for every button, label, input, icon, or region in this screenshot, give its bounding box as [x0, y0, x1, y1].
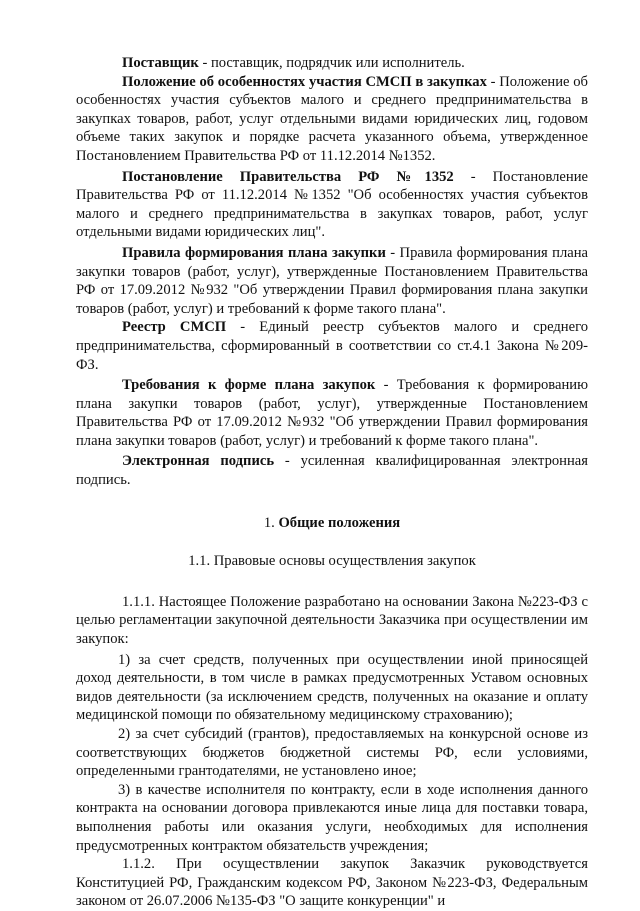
definition-supplier [76, 54, 588, 73]
definition-text: - поставщик, подрядчик или исполнитель. [198, 55, 465, 71]
definition-smsp-regulation [76, 73, 588, 166]
definition-text: - Единый реестр субъектов малого и среднего предпринимательства, сформированный в соответствии со ст.4.1 Закона №209-ФЗ. [76, 319, 588, 373]
list-item-3: 3) в качестве исполнителя по контракту, если в ходе исполнения данного контракта на основании договора привлекаются иные лица для поставки товара, выполнения работы или оказания услуги, необходимых для исполнения предусмотренных контрактом обязательств учреждения; [76, 781, 588, 854]
list-item-1: 1) за счет средств, полученных при осуществлении иной приносящей доход деятельности, в том числе в рамках предусмотренных Уставом основных видов деятельности (за исключением средств, полученных на оказание и оплату медицинской помощи по обязательному медицинскому страхованию); [76, 651, 588, 724]
definition-text: - усиленная квалифицированная электронная подпись. [76, 453, 588, 489]
list-item-2: 2) за счет субсидий (грантов), предоставляемых на конкурсной основе из соответствующих бюджетов бюджетной системы РФ, если условиями, определенными грантодателями, не установлено иное; [76, 726, 588, 780]
definition-term: Реестр СМСП [122, 319, 227, 336]
definition-term: Постановление Правительства РФ №1352 [122, 168, 454, 185]
section-title: Общие положения [278, 514, 401, 531]
definition-term: Правила формирования плана закупки [122, 244, 386, 261]
definition-decree-1352 [76, 168, 588, 242]
subsection-heading: 1.1. Правовые основы осуществления закупок [188, 553, 476, 570]
definition-term: Положение об особенностях участия СМСП в закупках [122, 73, 487, 90]
definition-smsp-registry [76, 318, 588, 374]
definition-text: - Требования к формированию плана закупки товаров (работ, услуг), утвержденные Постановлением Правительства РФ от 17.09.2012 №932 "Об утверждении Правил формирования плана закупки товаров (работ, услуг) и требований к форме такого плана". [76, 377, 588, 449]
paragraph-1-1-1: 1.1.1. Настоящее Положение разработано на основании Закона №223-ФЗ с целью регламентации закупочной деятельности Заказчика при осуществлении им закупок: [76, 593, 588, 648]
definition-electronic-signature [76, 452, 588, 489]
section-number: 1. [263, 514, 279, 531]
definition-term: Электронная подпись [122, 453, 275, 470]
document-body [76, 54, 588, 911]
section-heading [76, 514, 588, 533]
definition-term: Требования к форме плана закупок [122, 377, 376, 394]
definition-term: Поставщик [122, 55, 199, 71]
definition-text: - Положение об особенностях участия субъектов малого и среднего предпринимательства в закупках товаров, работ, услуг отдельными видами юридических лиц, годовом объеме таких закупок и порядке расчета указанного объема, утвержденное Постановлением Правительства РФ от 11.12.2014 №1352. [76, 73, 588, 164]
definition-text: - Правила формирования плана закупки товаров (работ, услуг), утвержденные Постановлением Правительства РФ от 17.09.2012 №932 "Об утверждении Правил формирования плана закупки товаров (работ, услуг) и требований к форме такого плана". [76, 244, 588, 317]
definition-procurement-plan-rules [76, 244, 588, 318]
definition-text: - Постановление Правительства РФ от 11.12.2014 №1352 "Об особенностях участия субъектов малого и среднего предпринимательства в закупках товаров, работ, услуг отдельными видами юридических лиц". [76, 168, 589, 241]
paragraph-1-1-2: 1.1.2. При осуществлении закупок Заказчик руководствуется Конституцией РФ, Гражданским кодексом РФ, Законом №223-ФЗ, Федеральным законом от 26.07.2006 №135-ФЗ "О защите конкуренции" и [76, 856, 588, 910]
definition-plan-form-requirements [76, 376, 588, 450]
